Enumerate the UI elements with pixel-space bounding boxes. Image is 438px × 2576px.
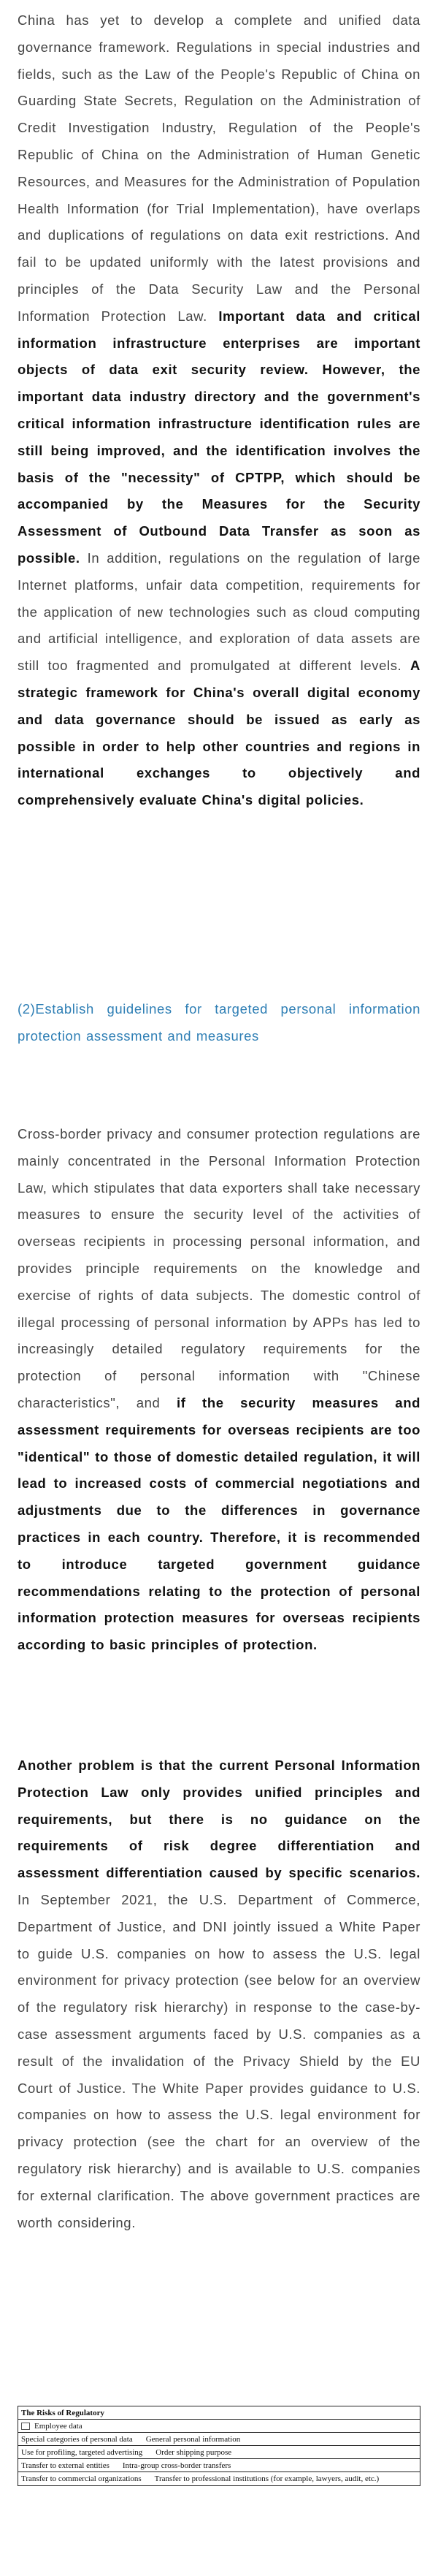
body-text: In addition, regulations on the regulation of large Internet platforms, unfair data competition, requirements for the application of new technologies such as cloud computing and artificial intelligence, and exploration of data assets are still too fragmented and promulgated at different levels. <box>18 550 420 674</box>
emphasized-text: Important data and critical information infrastructure enterprises are important objects of data exit security review. However, the important data industry directory and the government's critical information infrastructure identification rules are still being improved, and the identification involves the basis of the "necessity" of CPTPP, which should be accompanied by the Measures for the Security Assessment of Outbound Data Transfer as soon as possible. <box>18 308 420 566</box>
emphasized-text: if the security measures and assessment requirements for overseas recipients are too "identical" to those of domestic detailed regulation, it will lead to increased costs of commercial negotiations and adjustments due to the differences in governance practices in each country. Therefore, it is recommended to introduce targeted government guidance recommendations relating to the protection of personal information protection measures for overseas recipients according to basic principles of protection. <box>18 1394 420 1653</box>
paragraph-cross-border-privacy <box>18 1121 420 1659</box>
figure-row <box>18 2433 420 2446</box>
section-heading: (2)Establish guidelines for targeted personal information protection assessment and measures <box>18 1001 420 1044</box>
body-text: China has yet to develop a complete and unified data governance framework. Regulations in special industries and fields, such as the Law of the People's Republic of China on Guarding State Secrets, Regulation on the Administration of Credit Investigation Industry, Regulation of the People's Republic of China on the Administration of Human Genetic Resources, and Measures for the Administration of Population Health Information (for Trial Implementation), have overlaps and duplications of regulations on data exit restrictions. And fail to be updated uniformly with the latest provisions and principles of the Data Security Law and the Personal Information Protection Law. <box>18 12 420 324</box>
figure-cell: Employee data <box>34 2422 82 2431</box>
figure-row <box>18 2420 420 2433</box>
figure-cell: Transfer to commercial organizations <box>21 2474 142 2483</box>
body-text: In September 2021, the U.S. Department of Commerce, Department of Justice, and DNI jointly issued a White Paper to guide U.S. companies on how to assess the U.S. legal environment for privacy protection (see below for an overview of the regulatory risk hierarchy) in response to the case-by-case assessment arguments faced by U.S. companies as a result of the invalidation of the Privacy Shield by the EU Court of Justice. The White Paper provides guidance to U.S. companies on how to assess the U.S. legal environment for privacy protection (see the chart for an overview of the regulatory risk hierarchy) and is available to U.S. companies for external clarification. The above government practices are worth considering. <box>18 1891 420 2230</box>
figure-cell: Order shipping purpose <box>155 2448 232 2457</box>
figure-cell: General personal information <box>145 2435 241 2444</box>
emphasized-text: A strategic framework for China's overall digital economy and data governance should be issued as early as possible in order to help other countries and regions in international exchanges to objectively and comprehensively evaluate China's digital policies. <box>18 658 420 808</box>
regulatory-risk-figure <box>18 2406 420 2486</box>
figure-row <box>18 2446 420 2459</box>
paragraph-risk-differentiation <box>18 1752 420 2236</box>
legend-box-icon <box>21 2423 30 2430</box>
body-text: Cross-border privacy and consumer protection regulations are mainly concentrated in the Personal Information Protection Law, which stipulates that data exporters shall take necessary measures to ensure the security level of the activities of overseas recipients in processing personal information, and provides principle requirements on the knowledge and exercise of rights of data subjects. The domestic control of illegal processing of personal information by APPs has led to increasingly detailed regulatory requirements for the protection of personal information with "Chinese characteristics", and <box>18 1126 420 1410</box>
figure-row <box>18 2472 420 2485</box>
emphasized-text: Another problem is that the current Personal Information Protection Law only provides unified principles and requirements, but there is no guidance on the requirements of risk degree differentiation and assessment differentiation caused by specific scenarios. <box>18 1758 420 1881</box>
figure-cell: Intra-group cross-border transfers <box>122 2461 231 2470</box>
figure-cell: Transfer to professional institutions (for example, lawyers, audit, etc.) <box>154 2474 380 2483</box>
figure-cell: Transfer to external entities <box>21 2461 110 2470</box>
figure-cell: Use for profiling, targeted advertising <box>21 2448 143 2457</box>
figure-row <box>18 2459 420 2472</box>
figure-cell: Special categories of personal data <box>21 2435 133 2444</box>
paragraph-data-governance-framework <box>18 7 420 814</box>
figure-title: The Risks of Regulatory <box>18 2406 420 2420</box>
